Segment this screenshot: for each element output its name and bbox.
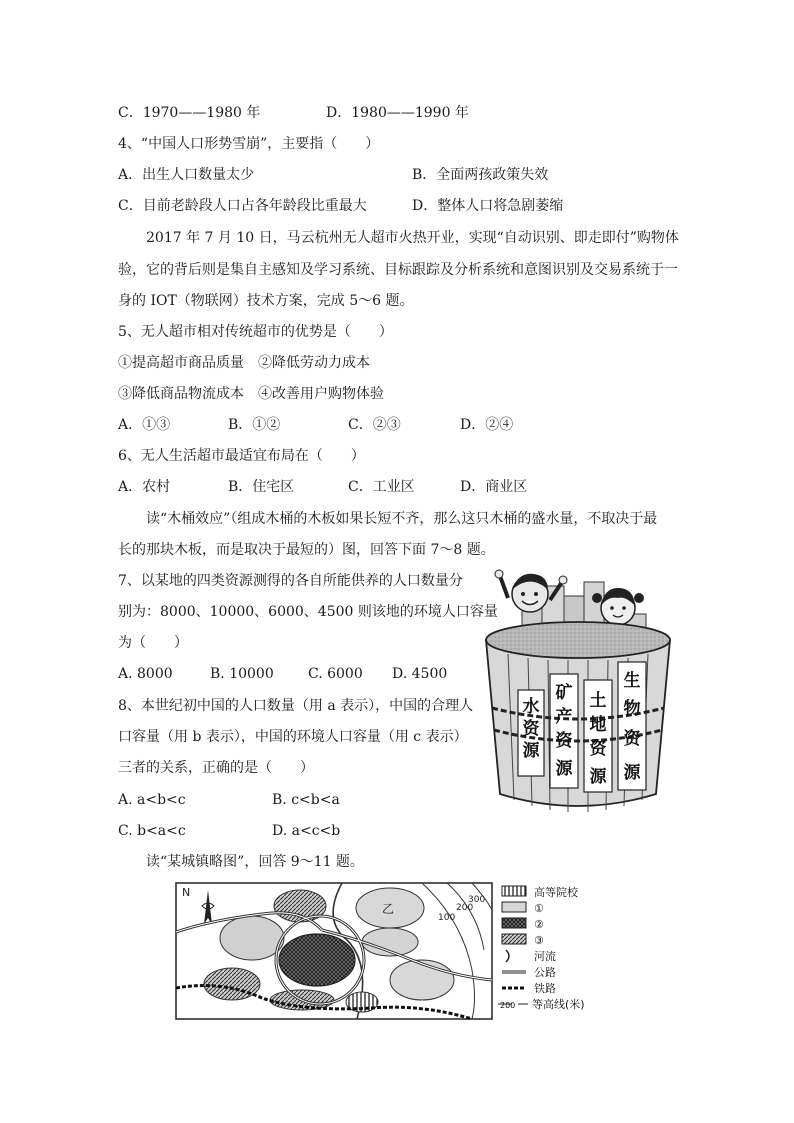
zone-label: 乙 <box>382 902 395 916</box>
q6-stem: 6、无人生活超市最适宜布局在（ ） <box>118 448 365 464</box>
q8-option-d: D. a<c<b <box>272 823 341 839</box>
legend-zone-3: ③ <box>534 934 544 947</box>
svg-text:200: 200 <box>456 903 474 913</box>
q7-option-b: B. 10000 <box>210 666 274 682</box>
q7-option-c: C. 6000 <box>308 666 363 682</box>
q8-line2: 口容量（用 b 表示），中国的环境人口容量（用 c 表示） <box>118 729 468 745</box>
label-land-resource <box>590 690 608 787</box>
q8-option-a: A. a<b<c <box>118 792 186 808</box>
svg-text:源: 源 <box>623 763 641 783</box>
barrel-illustration <box>478 568 678 820</box>
q5-options <box>118 415 598 435</box>
q3-option-d: D．1980——1990 年 <box>326 105 469 121</box>
passage1-line1: 2017 年 7 月 10 日，马云杭州无人超市火热开业，实现“自动识别、即走即付”购物体 <box>146 230 679 246</box>
q8-line3: 三者的关系，正确的是（ ） <box>118 760 314 776</box>
svg-text:资: 资 <box>623 729 641 749</box>
passage2-line2: 长的那块木板，而是取决于最短的）图，回答下面 7～8 题。 <box>118 542 495 558</box>
passage1-line2: 验，它的背后则是集自主感知及学习系统、目标跟踪及分析系统和意图识别及交易系统于一 <box>118 262 678 278</box>
q5-option-c: C．②③ <box>348 417 401 433</box>
svg-text:地: 地 <box>589 715 607 735</box>
q7-line1: 7、以某地的四类资源测得的各自所能供养的人口数量分 <box>118 573 463 589</box>
zone-1-south-east <box>390 960 454 1000</box>
map-legend <box>498 885 585 1011</box>
passage2-line1: 读“木桶效应”（组成木桶的木板如果长短不齐，那么这只木桶的盛水量，不取决于最 <box>146 511 658 527</box>
q4-stem: 4、“中国人口形势雪崩”，主要指（ ） <box>118 136 380 152</box>
q5-statements-1: ①提高超市商品质量 ②降低劳动力成本 <box>118 355 370 371</box>
legend-railway: 铁路 <box>534 982 556 995</box>
passage1-line3: 身的 IOT（物联网）技术方案，完成 5～6 题。 <box>118 293 414 309</box>
svg-text:资: 资 <box>589 739 607 759</box>
legend-zone-1: ① <box>534 902 544 915</box>
q8-options-cd <box>118 821 418 841</box>
svg-text:水: 水 <box>522 697 540 717</box>
q6-options <box>118 477 598 497</box>
q4-options-ab <box>118 165 678 185</box>
zone-1-west <box>220 916 284 960</box>
q7-option-a: A. 8000 <box>118 666 173 682</box>
legend-university: 高等院校 <box>534 886 578 899</box>
legend-road: 公路 <box>534 966 556 979</box>
q5-option-b: B．①② <box>228 417 281 433</box>
q8-line1: 8、本世纪初中国的人口数量（用 a 表示），中国的合理人 <box>118 698 474 714</box>
q4-option-c: C．目前老龄段人口占各年龄段比重最大 <box>118 198 367 214</box>
q7-line3: 为（ ） <box>118 635 188 651</box>
q5-option-a: A．①③ <box>118 417 171 433</box>
svg-text:300: 300 <box>468 895 486 905</box>
legend-zone-2: ② <box>534 918 544 931</box>
svg-text:资: 资 <box>555 731 573 751</box>
q5-stem: 5、无人超市相对传统超市的优势是（ ） <box>118 324 393 340</box>
passage3: 读“某城镇略图”，回答 9～11 题。 <box>146 854 364 870</box>
zone-3-south-west <box>204 968 260 1000</box>
q6-option-c: C．工业区 <box>348 479 415 495</box>
svg-text:物: 物 <box>623 699 641 719</box>
town-sketch-map <box>172 880 622 1020</box>
svg-text:100: 100 <box>438 913 456 923</box>
q5-statements-2: ③降低商品物流成本 ④改善用户购物体验 <box>118 386 384 402</box>
svg-text:源: 源 <box>522 741 540 761</box>
svg-text:土: 土 <box>589 691 607 711</box>
q8-option-b: B. c<b<a <box>272 792 340 808</box>
legend-contour-value: 200 <box>500 1001 516 1010</box>
svg-text:生: 生 <box>623 671 641 691</box>
svg-text:源: 源 <box>555 759 573 779</box>
q3-option-c: C．1970——1980 年 <box>118 105 261 121</box>
svg-text:源: 源 <box>589 767 607 787</box>
label-mineral-resource <box>556 682 574 779</box>
legend-river: 河流 <box>534 950 556 963</box>
q3-options-cd <box>118 103 618 123</box>
q5-option-d: D．②④ <box>460 417 514 433</box>
q4-option-d: D．整体人口将急剧萎缩 <box>412 198 564 214</box>
q8-option-c: C. b<a<c <box>118 823 186 839</box>
svg-text:N: N <box>182 886 191 899</box>
q8-options-ab <box>118 790 418 810</box>
svg-text:资: 资 <box>522 719 540 739</box>
q6-option-a: A．农村 <box>118 479 171 495</box>
q6-option-b: B．住宅区 <box>228 479 295 495</box>
q4-option-b: B．全面两孩政策失效 <box>412 167 549 183</box>
zone-2-center <box>279 934 355 986</box>
q4-option-a: A．出生人口数量太少 <box>118 167 255 183</box>
q7-options <box>118 664 458 684</box>
q4-options-cd <box>118 196 678 216</box>
svg-text:产: 产 <box>555 707 573 727</box>
q7-option-d: D. 4500 <box>392 666 448 682</box>
barrel-rim <box>486 622 670 658</box>
legend-contour: 等高线(米) <box>532 998 585 1011</box>
q6-option-d: D．商业区 <box>460 479 528 495</box>
label-water-resource <box>523 696 541 761</box>
svg-text:矿: 矿 <box>555 683 573 703</box>
q7-line2: 别为：8000、10000、6000、4500 则该地的环境人口容量 <box>118 604 498 620</box>
